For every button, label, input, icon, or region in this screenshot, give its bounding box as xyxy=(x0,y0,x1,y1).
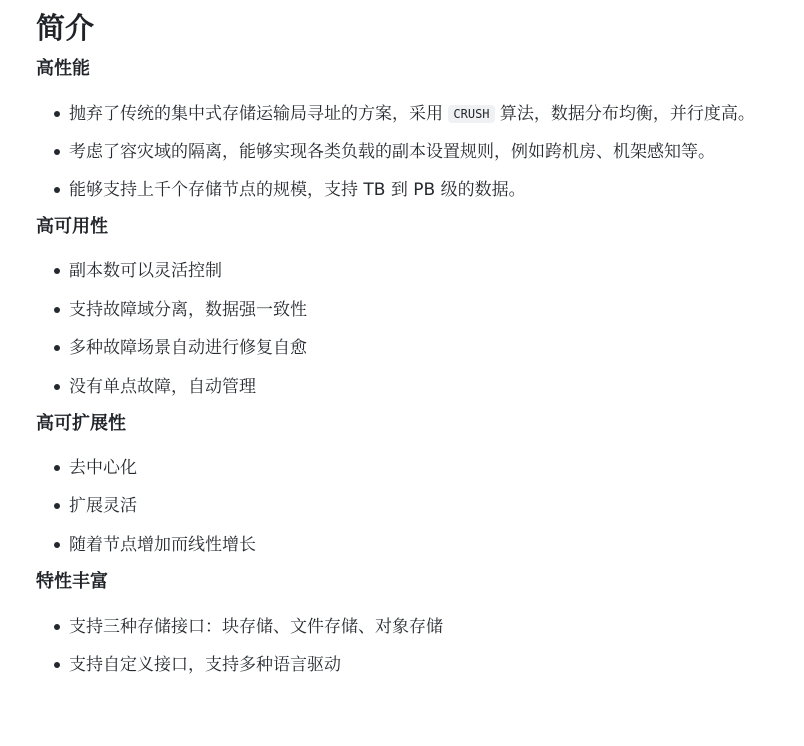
bullet-dot xyxy=(54,384,60,390)
section-heading-high-availability: 高可用性 xyxy=(36,216,108,237)
bullet-dot xyxy=(54,149,60,155)
list-item xyxy=(36,140,804,164)
list-item xyxy=(36,533,804,557)
bullet-dot xyxy=(54,662,60,668)
list-item-text: 副本数可以灵活控制 xyxy=(69,261,222,281)
list-item xyxy=(36,375,804,399)
list-item xyxy=(36,178,804,202)
list-high-scalability xyxy=(36,456,804,557)
bullet-dot xyxy=(54,345,60,351)
section-heading-rich-features: 特性丰富 xyxy=(36,570,108,592)
bullet-dot xyxy=(54,624,60,630)
list-item xyxy=(36,259,804,283)
bullet-dot xyxy=(54,268,60,274)
bullet-dot xyxy=(54,187,60,193)
bullet-dot xyxy=(54,542,60,548)
list-item-text: 扩展灵活 xyxy=(69,496,137,516)
list-item-text: 支持故障域分离，数据强一致性 xyxy=(69,299,307,320)
bullet-dot xyxy=(54,307,60,313)
list-item-text: 算法，数据分布均衡，并行度高。 xyxy=(494,104,755,124)
list-item-text: 随着节点增加而线性增长 xyxy=(69,534,256,555)
list-high-availability xyxy=(36,259,804,399)
list-item xyxy=(36,615,804,639)
list-item xyxy=(36,456,804,480)
list-item xyxy=(36,653,804,677)
list-item-text: 抛弃了传统的集中式存储运输局寻址的方案，采用 xyxy=(69,104,449,124)
bullet-dot xyxy=(54,465,60,471)
list-item-text: 支持三种存储接口：块存储、文件存储、对象存储 xyxy=(69,616,443,637)
list-rich-features xyxy=(36,615,804,678)
list-item xyxy=(36,494,804,518)
section-heading-high-performance: 高性能 xyxy=(36,58,90,79)
list-item-text: 去中心化 xyxy=(69,457,137,478)
list-item xyxy=(36,298,804,322)
list-item-text: 多种故障场景自动进行修复自愈 xyxy=(69,338,307,358)
list-item-text: 没有单点故障，自动管理 xyxy=(69,376,256,397)
inline-code: CRUSH xyxy=(448,105,494,123)
list-item xyxy=(36,102,804,126)
list-item-text: 考虑了容灾域的隔离，能够实现各类负载的副本设置规则，例如跨机房、机架感知等。 xyxy=(69,142,715,162)
bullet-dot xyxy=(54,111,60,117)
list-high-performance xyxy=(36,102,804,202)
section-heading-high-scalability: 高可扩展性 xyxy=(36,412,126,434)
bullet-dot xyxy=(54,503,60,509)
page-title: 简介 xyxy=(36,11,95,45)
list-item xyxy=(36,336,804,360)
list-item-text: 能够支持上千个存储节点的规模，支持 TB 到 PB 级的数据。 xyxy=(69,180,526,200)
list-item-text: 支持自定义接口，支持多种语言驱动 xyxy=(69,655,341,675)
